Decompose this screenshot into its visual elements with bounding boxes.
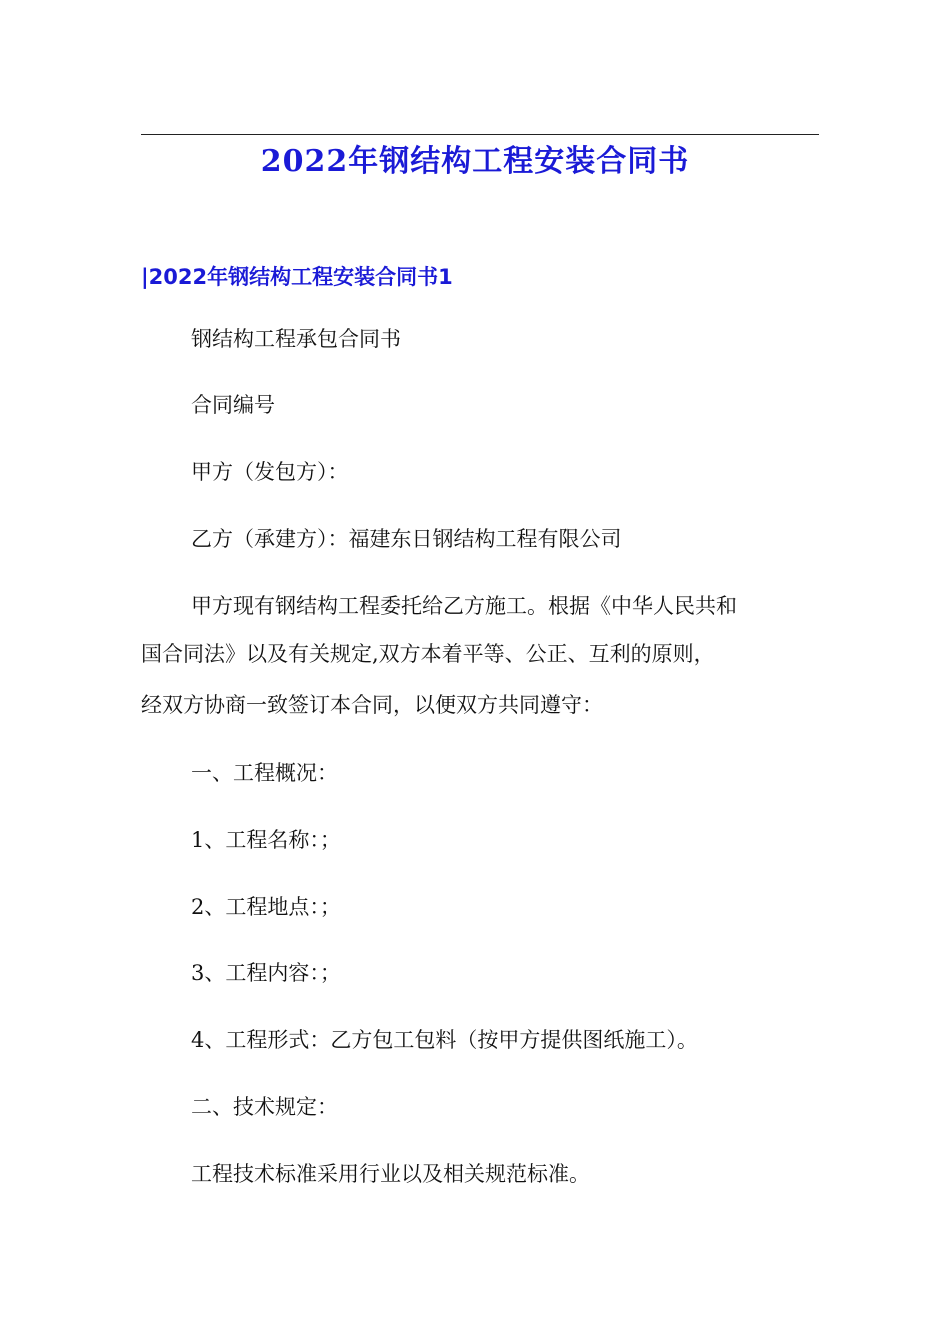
preamble-line-2: 国合同法》以及有关规定,双方本着平等、公正、互利的原则，	[141, 642, 715, 666]
preamble-line-1: 甲方现有钢结构工程委托给乙方施工。根据《中华人民共和	[191, 594, 737, 618]
preamble-line-3: 经双方协商一致签订本合同，以便双方共同遵守：	[141, 693, 603, 717]
technical-standard-line: 工程技术标准采用行业以及相关规范标准。	[191, 1162, 590, 1186]
party-b-line: 乙方（承建方）：福建东日钢结构工程有限公司	[191, 527, 622, 551]
project-name-line: 1、工程名称：；	[191, 828, 341, 852]
contract-number-line: 合同编号	[191, 393, 275, 417]
section-heading: |2022年钢结构工程安装合同书1	[141, 265, 453, 289]
project-form-line: 4、工程形式：乙方包工包料（按甲方提供图纸施工）。	[191, 1028, 698, 1052]
header-rule	[141, 134, 819, 135]
party-a-line: 甲方（发包方）：	[191, 460, 349, 484]
project-content-line: 3、工程内容：；	[191, 961, 341, 985]
section-one-heading: 一、工程概况：	[191, 761, 338, 785]
document-title: 2022年钢结构工程安装合同书	[260, 144, 690, 179]
contract-name-line: 钢结构工程承包合同书	[191, 327, 401, 351]
section-two-heading: 二、技术规定：	[191, 1095, 338, 1119]
project-location-line: 2、工程地点：；	[191, 895, 341, 919]
